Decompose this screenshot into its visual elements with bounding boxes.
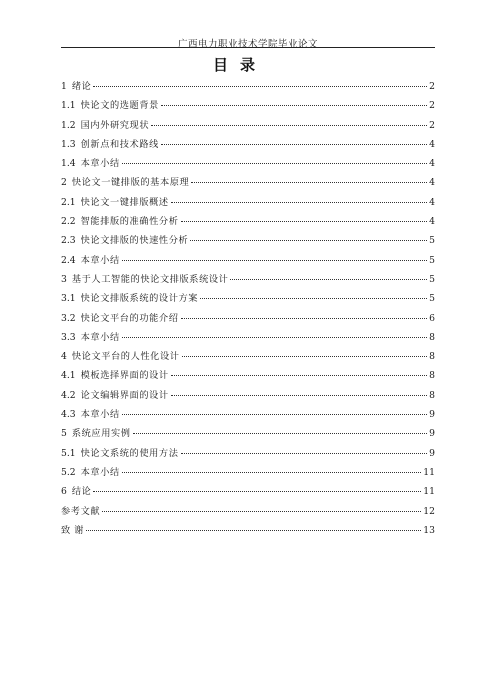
toc-entry-title: 快论文平台的人性化设计 — [71, 351, 180, 363]
toc-entry-title: 本章小结 — [80, 466, 120, 478]
toc-dot-leader — [200, 298, 427, 299]
toc-entry[interactable] — [61, 173, 435, 192]
toc-entry[interactable] — [61, 444, 435, 463]
toc-dot-leader — [181, 221, 428, 222]
toc-entry[interactable] — [61, 116, 435, 135]
toc-dot-leader — [122, 337, 427, 338]
toc-entry[interactable] — [61, 386, 435, 405]
toc-entry-page: 9 — [429, 428, 435, 440]
toc-entry-page: 4 — [429, 138, 435, 150]
toc-entry-number: 1 — [61, 81, 67, 92]
toc-dot-leader — [122, 472, 422, 473]
toc-entry-page: 5 — [429, 273, 435, 285]
toc-entry-page: 4 — [429, 177, 435, 189]
toc-entry-number: 2.2 — [61, 216, 76, 228]
toc-entry-number: 1.3 — [61, 138, 76, 150]
toc-dot-leader — [190, 240, 427, 241]
toc-entry-title: 绪论 — [71, 81, 92, 92]
toc-entry-title: 快论文的选题背景 — [80, 100, 159, 112]
toc-entry[interactable] — [61, 463, 435, 482]
toc-entry-title: 快论文排版系统的设计方案 — [80, 293, 199, 305]
toc-entry[interactable] — [61, 328, 435, 347]
toc-entry-number: 1.2 — [61, 119, 76, 131]
toc-dot-leader — [122, 414, 427, 415]
toc-dot-leader — [122, 163, 427, 164]
toc-entry-page: 2 — [429, 100, 435, 112]
toc-dot-leader — [171, 375, 427, 376]
toc-dot-leader — [181, 453, 428, 454]
toc-entry[interactable] — [61, 289, 435, 308]
toc-entry[interactable] — [61, 502, 435, 521]
toc-dot-leader — [161, 144, 427, 145]
toc-dot-leader — [230, 279, 427, 280]
toc-entry-title: 论文编辑界面的设计 — [80, 389, 169, 401]
toc-entry[interactable] — [61, 366, 435, 385]
toc-entry-number: 5.2 — [61, 466, 76, 478]
toc-entry-number: 4.2 — [61, 389, 76, 401]
toc-entry-page: 8 — [429, 331, 435, 343]
toc-entry-page: 8 — [429, 351, 435, 363]
toc-dot-leader — [182, 356, 427, 357]
toc-entry-page: 4 — [429, 196, 435, 208]
toc-dot-leader — [151, 125, 427, 126]
toc-entry-title: 致 谢 — [61, 524, 85, 536]
toc-entry-page: 5 — [429, 254, 435, 266]
toc-entry-number: 3 — [61, 273, 67, 285]
toc-entry-title: 模板选择界面的设计 — [80, 370, 169, 382]
toc-entry-title: 结论 — [71, 486, 92, 498]
toc-dot-leader — [171, 395, 427, 396]
toc-entry-number: 1.4 — [61, 158, 76, 170]
toc-dot-leader — [161, 105, 427, 106]
toc-entry-title: 参考文献 — [61, 505, 101, 517]
toc-entry-title: 智能排版的准确性分析 — [80, 216, 179, 228]
toc-dot-leader — [122, 260, 427, 261]
toc-entry-page: 8 — [429, 389, 435, 401]
toc-entry-title: 本章小结 — [80, 254, 120, 266]
toc-entry-number: 2 — [61, 177, 67, 189]
running-header: 广西电力职业技术学院毕业论文 — [177, 39, 318, 50]
toc-dot-leader — [133, 433, 427, 434]
toc-entry-page: 6 — [429, 312, 435, 324]
toc-entry-title: 快论文一键排版的基本原理 — [71, 177, 190, 189]
header-rule — [61, 47, 435, 48]
toc-entry-number: 6 — [61, 486, 67, 498]
toc-entry-page: 4 — [429, 216, 435, 228]
toc-entry[interactable] — [61, 154, 435, 173]
toc-entry[interactable] — [61, 251, 435, 270]
toc-dot-leader — [93, 86, 427, 87]
toc-entry-page: 5 — [429, 235, 435, 247]
toc-entry[interactable] — [61, 521, 435, 540]
toc-entry-page: 5 — [429, 293, 435, 305]
toc-entry[interactable] — [61, 212, 435, 231]
toc-entry-page: 9 — [429, 447, 435, 459]
toc-dot-leader — [93, 491, 421, 492]
toc-entry[interactable] — [61, 193, 435, 212]
toc-entry[interactable] — [61, 135, 435, 154]
toc-dot-leader — [86, 530, 421, 531]
toc-entry-number: 4 — [61, 351, 67, 363]
toc-title: 目录 — [212, 56, 267, 74]
toc-entry-title: 本章小结 — [80, 158, 120, 170]
toc-entry-number: 2.3 — [61, 235, 76, 247]
toc-entry-number: 2.1 — [61, 196, 76, 208]
toc-entry-number: 4.1 — [61, 370, 76, 382]
toc-entry-page: 2 — [429, 81, 435, 92]
toc-entry-page: 4 — [429, 158, 435, 170]
toc-entry[interactable] — [61, 77, 435, 96]
toc-entry-title: 快论文平台的功能介绍 — [80, 312, 179, 324]
toc-entry-title: 快论文排版的快速性分析 — [80, 235, 189, 247]
toc-entry[interactable] — [61, 309, 435, 328]
toc-entry-title: 系统应用实例 — [71, 428, 131, 440]
toc-entry-page: 9 — [429, 409, 435, 421]
toc-dot-leader — [171, 202, 427, 203]
toc-entry-number: 1.1 — [61, 100, 76, 112]
toc-entry-title: 国内外研究现状 — [80, 119, 150, 131]
toc-entry-title: 本章小结 — [80, 331, 120, 343]
toc-entry-title: 快论文一键排版概述 — [80, 196, 169, 208]
toc-entry-title: 基于人工智能的快论文排版系统设计 — [71, 273, 229, 285]
toc-entry-title: 创新点和技术路线 — [80, 138, 159, 150]
toc-entry-page: 11 — [423, 486, 435, 498]
toc-entry-number: 3.2 — [61, 312, 76, 324]
toc-dot-leader — [102, 511, 421, 512]
toc-entry-number: 3.1 — [61, 293, 76, 305]
toc-entry-title: 快论文系统的使用方法 — [80, 447, 179, 459]
toc-entry-number: 5.1 — [61, 447, 76, 459]
toc-entry[interactable] — [61, 96, 435, 115]
toc-entry-page: 2 — [429, 119, 435, 131]
toc-entry[interactable] — [61, 231, 435, 250]
toc-entry-number: 3.3 — [61, 331, 76, 343]
toc-entry[interactable] — [61, 270, 435, 289]
toc-entry-page: 8 — [429, 370, 435, 382]
toc-dot-leader — [191, 182, 427, 183]
table-of-contents — [61, 77, 435, 540]
toc-entry-page: 11 — [423, 466, 435, 478]
toc-entry-page: 12 — [423, 505, 435, 517]
toc-entry-number: 5 — [61, 428, 67, 440]
toc-entry[interactable] — [61, 405, 435, 424]
toc-entry-page: 13 — [423, 524, 435, 536]
toc-entry[interactable] — [61, 347, 435, 366]
toc-dot-leader — [181, 318, 428, 319]
toc-entry[interactable] — [61, 424, 435, 443]
toc-entry-title: 本章小结 — [80, 409, 120, 421]
toc-entry-number: 2.4 — [61, 254, 76, 266]
toc-entry[interactable] — [61, 482, 435, 501]
toc-entry-number: 4.3 — [61, 409, 76, 421]
